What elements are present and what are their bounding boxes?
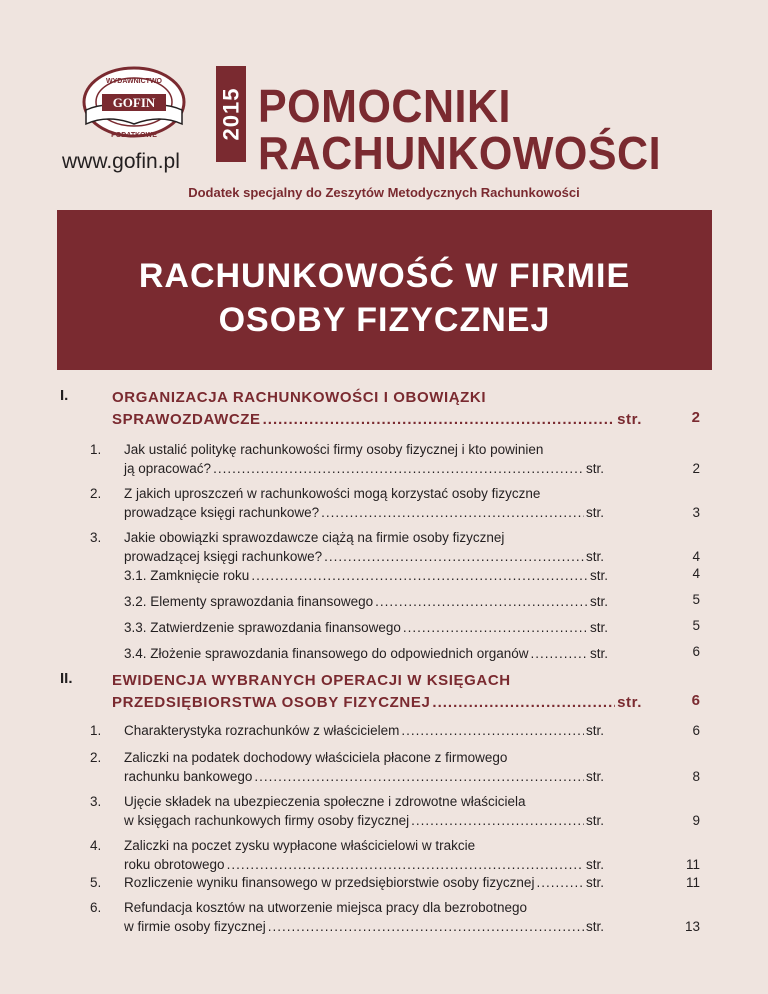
str-label: str. (589, 620, 608, 635)
toc-item[interactable] (60, 836, 700, 874)
leader-dots (213, 459, 584, 478)
section-title (112, 387, 642, 431)
str-label: str. (585, 549, 604, 564)
toc-section-1[interactable] (60, 387, 700, 433)
subitem-page: 5 (692, 592, 700, 607)
item-page: 8 (692, 769, 700, 784)
item-text-line1: Refundacja kosztów na utworzenie miejsca pracy dla bezrobotnego (124, 900, 527, 915)
item-text-line1: Zaliczki na podatek dochodowy właściciela płacone z firmowego (124, 750, 508, 765)
item-text-line2: w firmie osoby fizycznej (124, 919, 266, 934)
section-number: I. (60, 387, 69, 404)
str-label: str. (585, 875, 604, 890)
item-text-line2: ją opracować? (124, 461, 212, 476)
leader-dots (227, 855, 584, 874)
item-text-line2: prowadzące księgi rachunkowe? (124, 505, 320, 520)
item-text-line2: rachunku bankowego (124, 769, 253, 784)
toc-subitem[interactable] (124, 644, 644, 663)
section-page: 2 (691, 409, 700, 426)
publisher-logo (58, 66, 218, 176)
str-label: str. (585, 813, 604, 828)
item-number: 3. (90, 794, 102, 809)
section-title-line2: PRZEDSIĘBIORSTWA OSOBY FIZYCZNEJ (112, 694, 431, 711)
section-title-line2: SPRAWOZDAWCZE (112, 411, 261, 428)
subitem-page: 5 (692, 618, 700, 633)
leader-dots (254, 767, 584, 786)
str-label: str. (585, 505, 604, 520)
subitem-text: 3.1. Zamknięcie roku (124, 568, 250, 583)
leader-dots (403, 618, 588, 637)
item-page: 2 (692, 461, 700, 476)
str-label: str. (585, 919, 604, 934)
leader-dots (432, 692, 615, 714)
toc-item[interactable] (60, 440, 700, 478)
leader-dots (268, 917, 584, 936)
subitem-text: 3.4. Złożenie sprawozdania finansowego do odpowiednich organów (124, 646, 529, 661)
title-banner (57, 210, 712, 370)
str-label: str. (617, 694, 642, 711)
item-number: 2. (90, 486, 102, 501)
str-label: str. (589, 594, 608, 609)
item-text-line1: Jakie obowiązki sprawozdawcze ciążą na firmie osoby fizycznej (124, 530, 505, 545)
toc-section-2[interactable] (60, 670, 700, 716)
logo-center-text: GOFIN (112, 95, 156, 110)
leader-dots (324, 547, 584, 566)
item-text-line2: w księgach rachunkowych firmy osoby fizycznej (124, 813, 410, 828)
leader-dots (263, 409, 615, 431)
section-title (112, 670, 642, 714)
item-text-line1: Charakterystyka rozrachunków z właścicielem (124, 723, 400, 738)
toc-item[interactable] (60, 748, 700, 786)
item-number: 2. (90, 750, 102, 765)
toc-item[interactable] (60, 528, 700, 566)
str-label: str. (617, 411, 642, 428)
item-number: 1. (90, 723, 102, 738)
toc-item[interactable] (60, 898, 700, 936)
subitem-page: 4 (692, 566, 700, 581)
item-page: 11 (685, 875, 700, 890)
section-number: II. (60, 670, 73, 687)
toc-item[interactable] (60, 792, 700, 830)
item-number: 4. (90, 838, 102, 853)
item-text-line1: Ujęcie składek na ubezpieczenia społeczne i zdrowotne właściciela (124, 794, 526, 809)
section-title-line1: ORGANIZACJA RACHUNKOWOŚCI I OBOWIĄZKI (112, 389, 487, 406)
leader-dots (411, 811, 584, 830)
item-page: 4 (692, 549, 700, 564)
str-label: str. (589, 646, 608, 661)
item-text-line1: Zaliczki na poczet zysku wypłacone właścicielowi w trakcie (124, 838, 476, 853)
banner-title (57, 254, 712, 342)
subitem-page: 6 (692, 644, 700, 659)
str-label: str. (585, 723, 604, 738)
toc-subitem[interactable] (124, 566, 644, 585)
gofin-logo-icon (68, 66, 208, 148)
item-page: 3 (692, 505, 700, 520)
toc-subitem[interactable] (124, 618, 644, 637)
item-number: 6. (90, 900, 102, 915)
section-page: 6 (691, 692, 700, 709)
toc-item[interactable] (60, 484, 700, 522)
item-page: 6 (692, 723, 700, 738)
leader-dots (401, 721, 584, 740)
subitem-text: 3.3. Zatwierdzenie sprawozdania finansowego (124, 620, 401, 635)
item-number: 5. (90, 875, 102, 890)
subitem-text: 3.2. Elementy sprawozdania finansowego (124, 594, 374, 609)
item-page: 9 (692, 813, 700, 828)
str-label: str. (589, 568, 608, 583)
year-label-container (216, 66, 246, 162)
toc-subitem[interactable] (124, 592, 644, 611)
item-page: 11 (685, 857, 700, 872)
leader-dots (251, 566, 588, 585)
item-text-line1: Rozliczenie wyniku finansowego w przedsiębiorstwie osoby fizycznej (124, 875, 535, 890)
str-label: str. (585, 857, 604, 872)
website-url[interactable]: www.gofin.pl (62, 150, 180, 173)
leader-dots (531, 644, 588, 663)
year-label: 2015 (218, 87, 244, 141)
brand-title-line1: POMOCNIKI (258, 80, 511, 133)
logo-ring-top-text: WYDAWNICTWO (106, 78, 162, 85)
toc-item[interactable] (60, 721, 700, 740)
leader-dots (536, 873, 584, 892)
brand-title-line2: RACHUNKOWOŚCI (258, 127, 662, 180)
item-number: 1. (90, 442, 102, 457)
logo-ring-bottom-text: PODATKOWE (111, 132, 157, 139)
leader-dots (375, 592, 588, 611)
item-page: 13 (684, 919, 700, 934)
leader-dots (321, 503, 584, 522)
section-title-line1: EWIDENCJA WYBRANYCH OPERACJI W KSIĘGACH (112, 672, 511, 689)
item-text-line1: Z jakich uproszczeń w rachunkowości mogą korzystać osoby fizyczne (124, 486, 541, 501)
toc-item[interactable] (60, 873, 700, 892)
supplement-subtitle: Dodatek specjalny do Zeszytów Metodycznych Rachunkowości (188, 185, 580, 200)
banner-title-line1: RACHUNKOWOŚĆ W FIRMIE (138, 257, 631, 295)
item-text-line2: prowadzącej księgi rachunkowe? (124, 549, 323, 564)
item-number: 3. (90, 530, 102, 545)
str-label: str. (585, 461, 604, 476)
item-text-line1: Jak ustalić politykę rachunkowości firmy osoby fizycznej i kto powinien (124, 442, 544, 457)
item-text-line2: roku obrotowego (124, 857, 225, 872)
banner-title-line2: OSOBY FIZYCZNEJ (218, 301, 551, 339)
str-label: str. (585, 769, 604, 784)
